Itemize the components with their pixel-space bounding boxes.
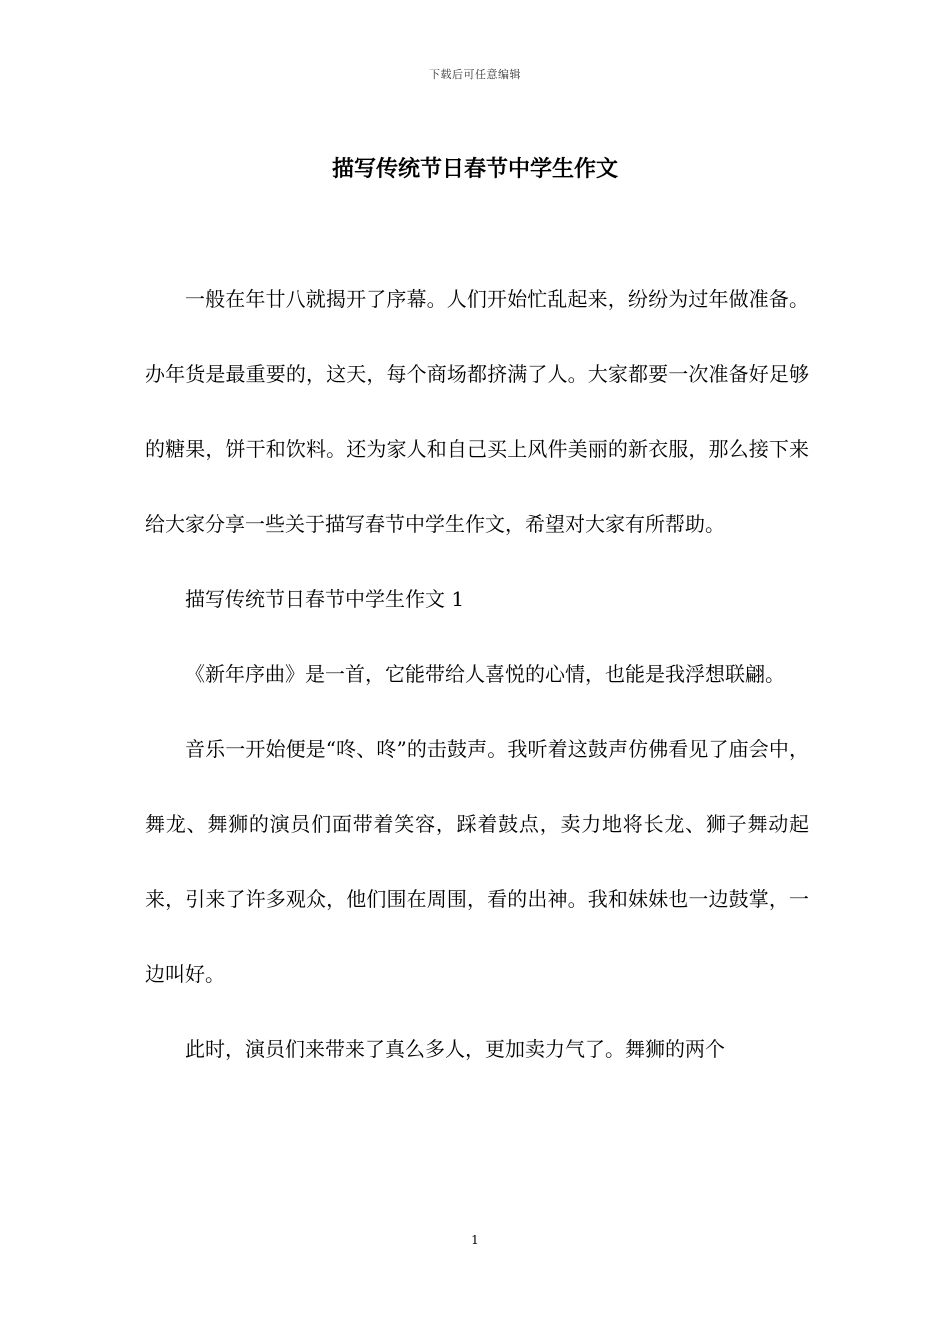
paragraph-2: 音乐一开始便是“咚、咚”的击鼓声。我听着这鼓声仿佛看见了庙会中，舞龙、舞狮的演员们面带着笑容，踩着鼓点，卖力地将长龙、狮子舞动起来，引来了许多观众，他们围在周围，看的出神。我和妹妹也一边鼓掌，一边叫好。 bbox=[145, 737, 809, 986]
document-body bbox=[145, 262, 809, 1087]
paragraph-1: 《新年序曲》是一首，它能带给人喜悦的心情，也能是我浮想联翩。 bbox=[185, 662, 785, 686]
paragraph-intro: 一般在年廿八就揭开了序幕。人们开始忙乱起来，纷纷为过年做准备。办年货是最重要的，这天，每个商场都挤满了人。大家都要一次准备好足够的糖果，饼干和饮料。还为家人和自己买上风件美丽的新衣服，那么接下来给大家分享一些关于描写春节中学生作文，希望对大家有所帮助。 bbox=[145, 287, 809, 536]
paragraph-3: 此时，演员们来带来了真么多人，更加卖力气了。舞狮的两个 bbox=[185, 1037, 725, 1061]
header-note: 下载后可任意编辑 bbox=[429, 68, 521, 81]
document-title: 描写传统节日春节中学生作文 bbox=[331, 157, 618, 182]
essay-heading: 描写传统节日春节中学生作文 1 bbox=[185, 587, 465, 611]
page-number: 1 bbox=[471, 1233, 479, 1247]
